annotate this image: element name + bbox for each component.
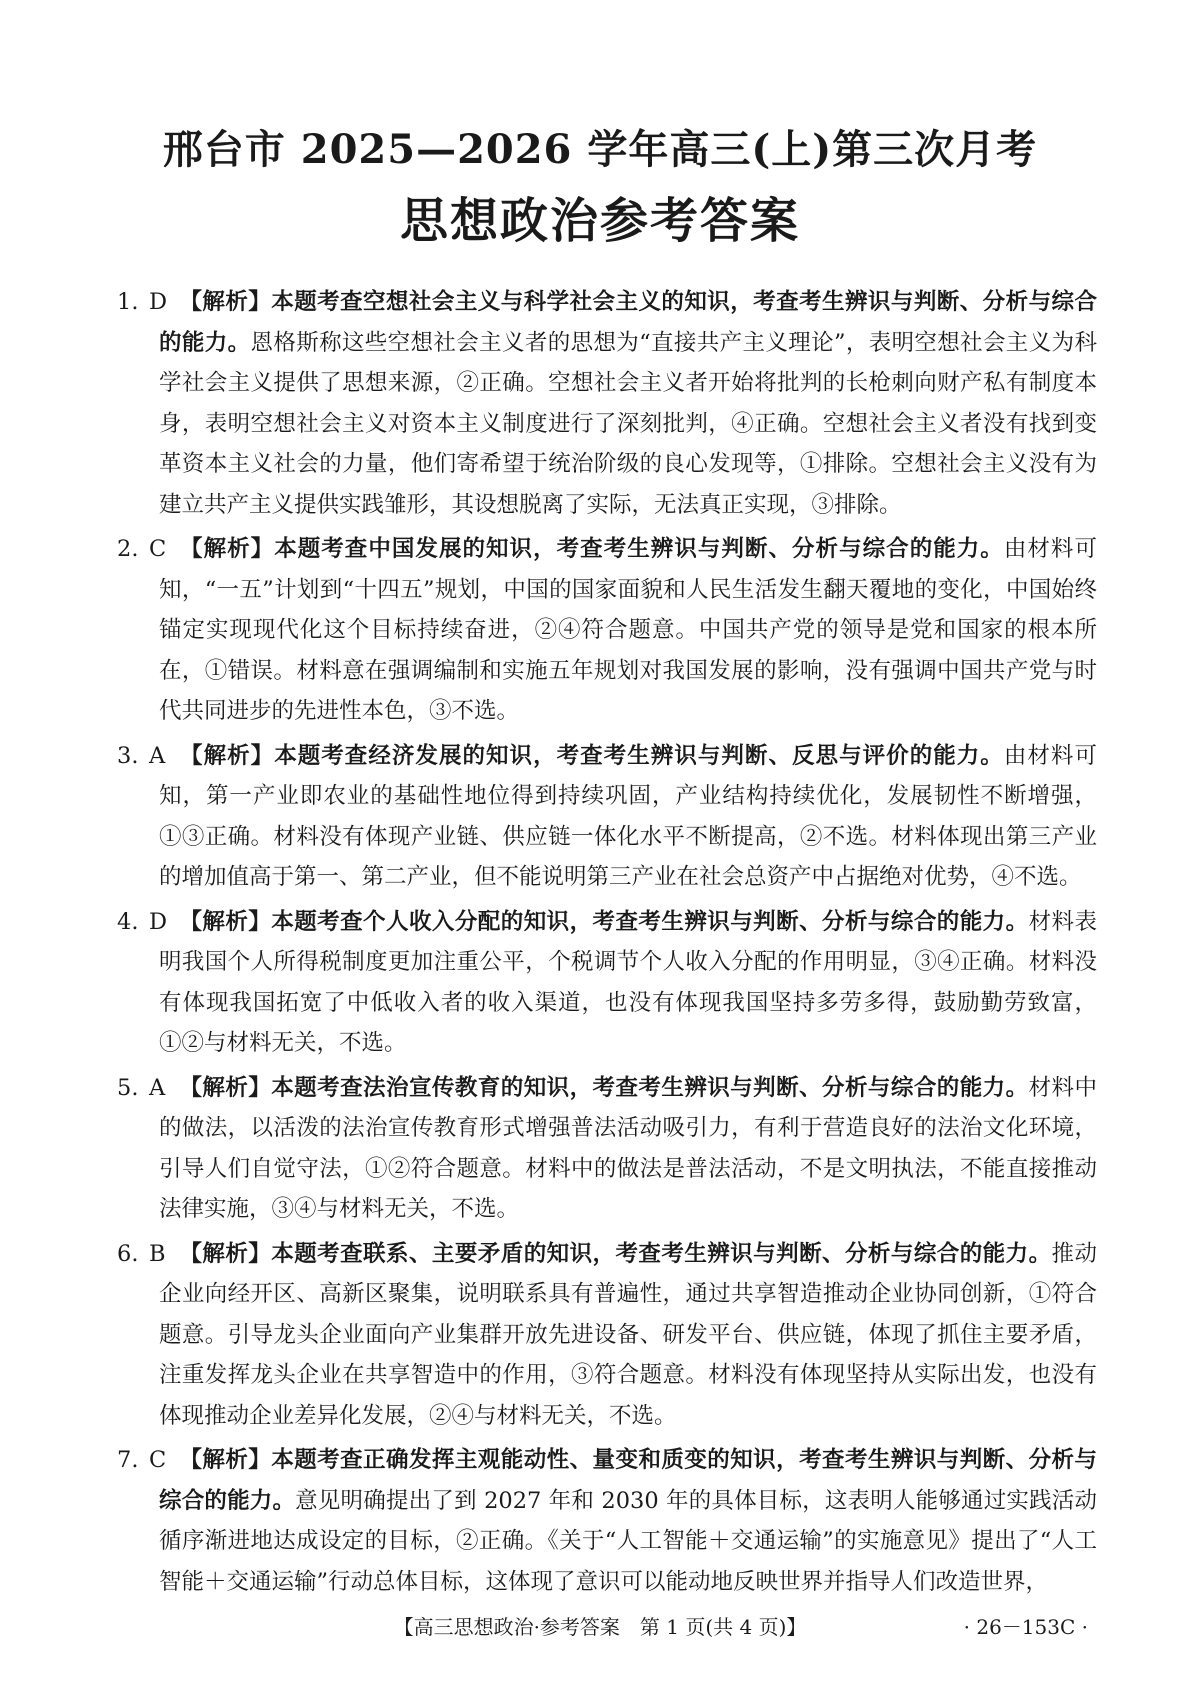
answer-choice: D (149, 289, 168, 315)
analysis-tag: 【解析】 (179, 536, 275, 562)
footer-page-info: 【高三思想政治·参考答案 第 1 页(共 4 页)】 (393, 1615, 807, 1639)
document-subtitle: 思想政治参考答案 (399, 193, 800, 249)
page-footer (0, 1611, 1200, 1641)
answer-item-7 (117, 1440, 1097, 1602)
analysis-focus: 本题考查个人收入分配的知识，考查考生辨识与判断、分析与综合的能力。 (271, 908, 1029, 935)
exam-title: 邢台市 2025—2026 学年高三(上)第三次月考 (162, 126, 1038, 173)
answer-list (117, 282, 1097, 1606)
analysis-body: 恩格斯称这些空想社会主义者的思想为“直接共产主义理论”，表明空想社会主义为科学社会主义提供了思想来源，②正确。空想社会主义者开始将批判的长枪刺向财产私有制度本身，表明空想社会主义对资本主义制度进行了深刻批判，④正确。空想社会主义者没有找到变革资本主义社会的力量，他们寄希望于统治阶级的良心发现等，①排除。空想社会主义没有为建立共产主义提供实践雏形，其设想脱离了实际，无法真正实现，③排除。 (159, 329, 1097, 518)
analysis-tag: 【解析】 (179, 908, 272, 935)
question-number: 4. (117, 908, 139, 935)
analysis-tag: 【解析】 (179, 1240, 272, 1267)
answer-item-4 (117, 902, 1097, 1064)
footer-exam-code: · 26－153C · (963, 1615, 1088, 1639)
answer-choice: B (149, 1240, 166, 1267)
analysis-body: 材料表明我国个人所得税制度更加注重公平，个税调节个人收入分配的作用明显，③④正确。材料没有体现我国拓宽了中低收入者的收入渠道，也没有体现我国坚持多劳多得，鼓励勤劳致富，①②与材料无关，不选。 (159, 908, 1097, 1056)
question-number: 6. (117, 1240, 139, 1267)
answer-item-5 (117, 1068, 1097, 1230)
answer-item-1 (117, 282, 1097, 525)
answer-choice: C (149, 1447, 167, 1473)
question-number: 7. (117, 1447, 139, 1473)
answer-choice: C (149, 536, 167, 562)
answer-choice: A (149, 742, 166, 769)
analysis-focus: 本题考查经济发展的知识，考查考生辨识与判断、反思与评价的能力。 (274, 742, 1004, 769)
answer-item-6 (117, 1234, 1097, 1437)
question-number: 1. (117, 289, 139, 315)
analysis-body: 材料中的做法，以活泼的法治宣传教育形式增强普法活动吸引力，有利于营造良好的法治文化环境，引导人们自觉守法，①②符合题意。材料中的做法是普法活动，不是文明执法，不能直接推动法律实施，③④与材料无关，不选。 (159, 1074, 1097, 1222)
analysis-focus: 本题考查中国发展的知识，考查考生辨识与判断、分析与综合的能力。 (274, 536, 1004, 562)
analysis-tag: 【解析】 (179, 1447, 272, 1473)
analysis-focus: 本题考查法治宣传教育的知识，考查考生辨识与判断、分析与综合的能力。 (271, 1074, 1029, 1101)
answer-choice: A (149, 1074, 166, 1101)
answer-choice: D (149, 908, 168, 935)
analysis-tag: 【解析】 (179, 742, 275, 769)
answer-item-3 (117, 736, 1097, 898)
analysis-focus: 本题考查空想社会主义与科学社会主义的知识，考查考生辨识与判断、分析与综合的能力。 (159, 289, 1097, 356)
question-number: 2. (117, 536, 139, 562)
analysis-focus: 本题考查正确发挥主观能动性、量变和质变的知识，考查考生辨识与判断、分析与综合的能力。 (159, 1447, 1097, 1514)
analysis-body: 意见明确提出了到 2027 年和 2030 年的具体目标，这表明人能够通过实践活动循序渐进地达成设定的目标，②正确。《关于“人工智能＋交通运输”的实施意见》提出了“人工智能＋交通运输”行动总体目标，这体现了意识可以能动地反映世界并指导人们改造世界， (159, 1487, 1097, 1595)
analysis-body: 推动企业向经开区、高新区聚集，说明联系具有普遍性，通过共享智造推动企业协同创新，①符合题意。引导龙头企业面向产业集群开放先进设备、研发平台、供应链，体现了抓住主要矛盾，注重发挥龙头企业在共享智造中的作用，③符合题意。材料没有体现坚持从实际出发，也没有体现推动企业差异化发展，②④与材料无关，不选。 (159, 1240, 1097, 1429)
analysis-focus: 本题考查联系、主要矛盾的知识，考查考生辨识与判断、分析与综合的能力。 (271, 1240, 1052, 1267)
analysis-tag: 【解析】 (179, 1074, 272, 1101)
answer-item-2 (117, 529, 1097, 732)
analysis-tag: 【解析】 (179, 289, 272, 315)
analysis-body: 由材料可知，第一产业即农业的基础性地位得到持续巩固，产业结构持续优化，发展韧性不断增强，①③正确。材料没有体现产业链、供应链一体化水平不断提高，②不选。材料体现出第三产业的增加值高于第一、第二产业，但不能说明第三产业在社会总资产中占据绝对优势，④不选。 (159, 742, 1097, 890)
analysis-body: 由材料可知，“一五”计划到“十四五”规划，中国的国家面貌和人民生活发生翻天覆地的变化，中国始终锚定实现现代化这个目标持续奋进，②④符合题意。中国共产党的领导是党和国家的根本所在，①错误。材料意在强调编制和实施五年规划对我国发展的影响，没有强调中国共产党与时代共同进步的先进性本色，③不选。 (159, 536, 1097, 724)
question-number: 5. (117, 1074, 139, 1101)
question-number: 3. (117, 742, 139, 769)
